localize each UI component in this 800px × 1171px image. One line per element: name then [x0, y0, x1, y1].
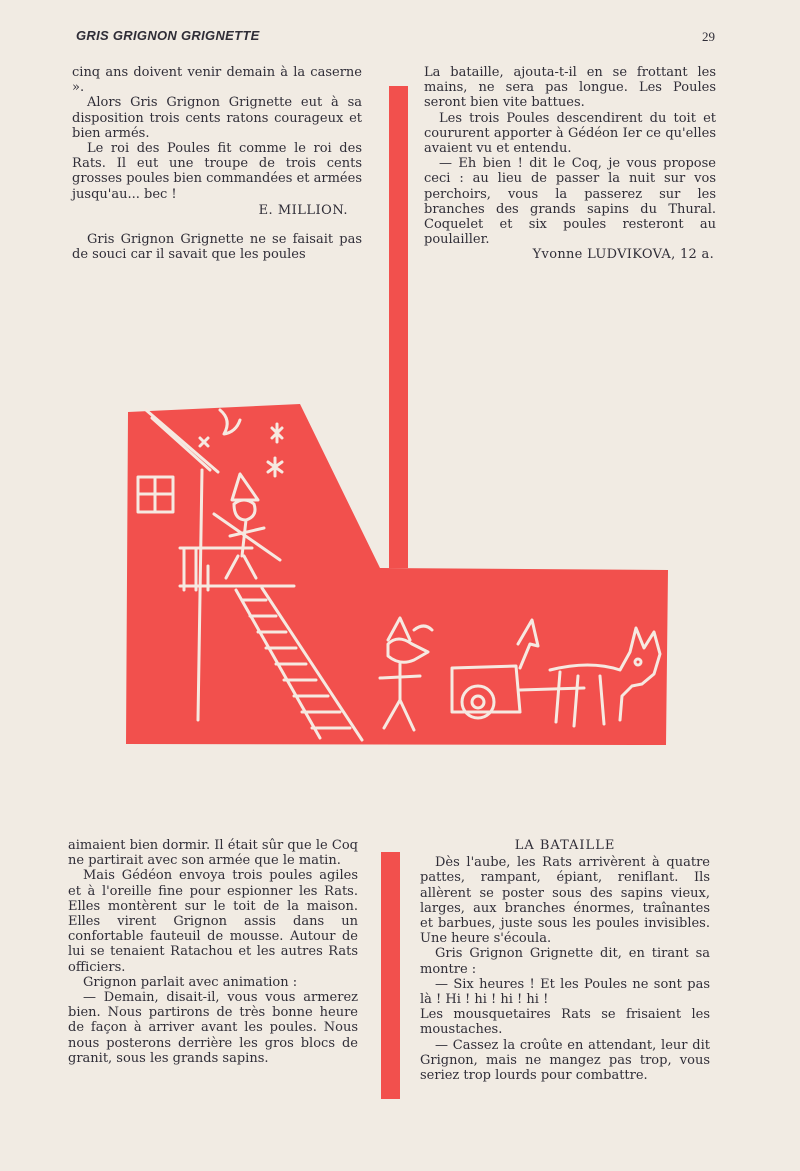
- paragraph: Alors Gris Grignon Grignette eut à sa disposition trois cents ratons courageux et bien armés.: [72, 95, 362, 141]
- paragraph: Gris Grignon Grignette dit, en tirant sa montre :: [420, 946, 710, 977]
- paragraph: cinq ans doivent venir demain à la caserne ».: [72, 65, 362, 96]
- section-heading: LA BATAILLE: [514, 838, 616, 853]
- paragraph: — Eh bien ! dit le Coq, je vous propose ceci : au lieu de passer la nuit sur vos perchoirs, vous la passerez sur les branches des grands sapins du Thural. Coquelet et six poules resteront au poulailler.: [424, 156, 716, 248]
- paragraph: Le roi des Poules fit comme le roi des Rats. Il eut une troupe de trois cents grosses poules bien commandées et armées jusqu'au... bec !: [72, 141, 362, 202]
- paragraph: Mais Gédéon envoya trois poules agiles et à l'oreille fine pour espionner les Rats. Elles montèrent sur le toit de la maison. Elles virent Grignon assis dans un confortable fauteuil de mousse. Autour de lui se tenaient Ratachou et les autres Rats officiers.: [68, 868, 358, 975]
- paragraph: — Cassez la croûte en attendant, leur dit Grignon, mais ne mangez pas trop, vous seriez trop lourds pour combattre.: [420, 1037, 710, 1084]
- paragraph: Gris Grignon Grignette ne se faisait pas de souci car il savait que les poules: [72, 232, 362, 263]
- paragraph: aimaient bien dormir. Il était sûr que le Coq ne partirait avec son armée que le matin.: [68, 838, 358, 869]
- column-bottom-right: [420, 838, 710, 1083]
- paragraph: Les trois Poules descendirent du toit et coururent apporter à Gédéon Ier ce qu'elles avaient vu et entendu.: [424, 110, 716, 157]
- signature: Yvonne LUDVIKOVA, 12 a.: [532, 247, 714, 263]
- paragraph: — Six heures ! Et les Poules ne sont pas là ! Hi ! hi ! hi ! hi !: [420, 976, 710, 1008]
- running-title: GRIS GRIGNON GRIGNETTE: [76, 28, 260, 43]
- red-vertical-bar-bottom: [381, 852, 400, 1099]
- paragraph: La bataille, ajouta-t-il en se frottant les mains, ne sera pas longue. Les Poules seront bien vite battues.: [424, 65, 716, 111]
- column-bottom-left: [68, 838, 358, 1066]
- paragraph: Grignon parlait avec animation :: [83, 974, 298, 990]
- signature: E. MILLION.: [258, 202, 348, 218]
- paragraph: Dès l'aube, les Rats arrivèrent à quatre pattes, rampant, épiant, reniflant. Ils allèrent se poster sous des sapins vieux, larges, aux branches énormes, traînantes et barbues, juste sous les poules invisibles. Une heure s'écoula.: [420, 855, 710, 947]
- page-number: 29: [702, 29, 715, 44]
- paragraph: — Demain, disait-il, vous vous armerez bien. Nous partirons de très bonne heure de façon à arriver avant les poules. Nous nous posterons derrière les gros blocs de granit, sous les grands sapins.: [68, 990, 358, 1066]
- paragraph: Les mousquetaires Rats se frisaient les moustaches.: [420, 1007, 710, 1038]
